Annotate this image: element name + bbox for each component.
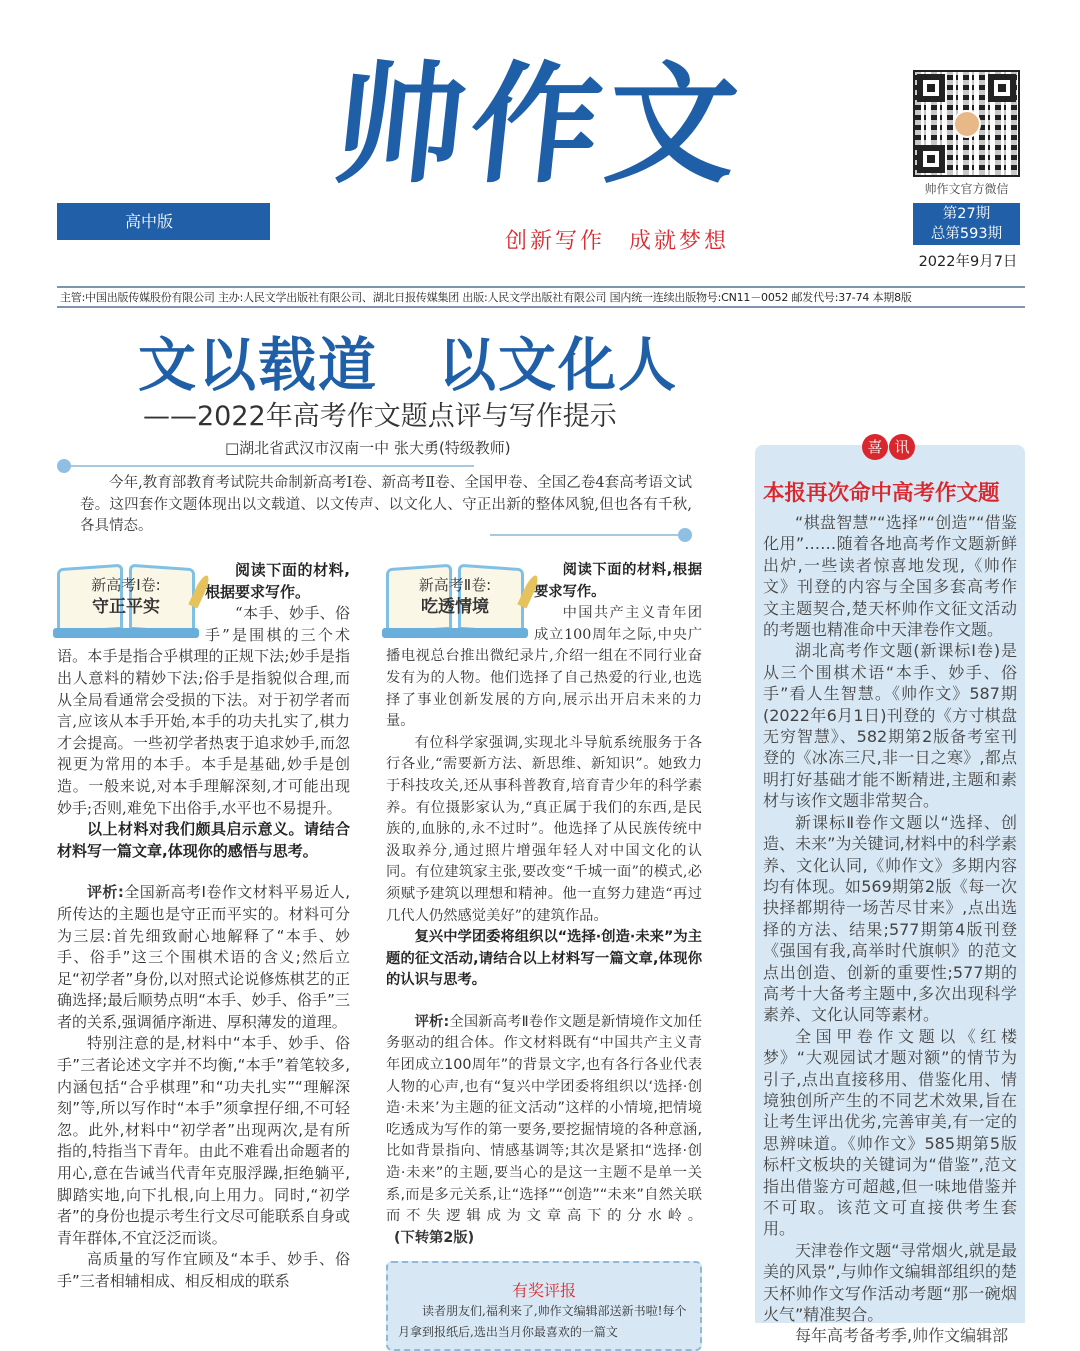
total-issue-number: 总第593期 xyxy=(930,226,1003,242)
badge-char: 讯 xyxy=(889,434,915,460)
article-subtitle: ——2022年高考作文题点评与写作提示 xyxy=(143,401,617,432)
column-section2 xyxy=(386,560,702,1249)
slogan xyxy=(505,224,753,255)
publisher-info: 主管:中国出版传媒股份有限公司 主办:人民文学出版社有限公司、湖北日报传媒集团 出版:人民文学出版社有限公司 国内统一连续出版物号:CN11－0052 邮发代号:37-74 本期8版 xyxy=(60,291,912,304)
section-badge xyxy=(57,566,195,638)
column-section1 xyxy=(57,560,350,1293)
edition-label: 高中版 xyxy=(57,203,270,240)
sidebar-paragraph: 天津卷作文题“寻常烟火,就是最美的风景”,与帅作文编辑部组织的楚天杯帅作文写作活动考题“那一碗烟火气”精准契合。 xyxy=(763,1240,1017,1325)
sidebar-body xyxy=(763,512,1017,1347)
analysis-text: 全国新高考Ⅰ卷作文材料平易近人,所传达的主题也是守正而平实的。材料可分为三层:首先细致耐心地解释了“本手、妙手、俗手”这三个围棋术语的含义;然后立足“初学者”身份,以对照式论说修炼棋艺的正确选择;最后顺势点明“本手、妙手、俗手”三者的关系,强调循序渐进、厚积薄发的道理。 xyxy=(57,883,350,1031)
analysis-label: 评析: xyxy=(414,1013,450,1030)
divider xyxy=(57,286,1025,288)
prize-title: 有奖评报 xyxy=(511,1281,576,1300)
badge-title: 守正平实 xyxy=(92,597,160,617)
sidebar-paragraph: 湖北高考作文题(新课标Ⅰ卷)是从三个围棋术语“本手、妙手、俗手”看人生智慧。《帅作文》587期(2022年6月1日)刊登的《方寸棋盘无穷智慧》、582期第2版备考室刊登的《冰冻三尺,非一日之寒》,都点明打好基础才能不断精进,主题和素材与该作文题非常契合。 xyxy=(763,641,1017,811)
material: 中国共产主义青年团成立100周年之际,中央广播电视总台推出微纪录片,介绍一组在不同行业奋发有为的人物。他们选择了自己热爱的行业,也选择了事业创新发展的方向,展示出开启未来的力量。 xyxy=(386,605,702,730)
slogan-part: 成就梦想 xyxy=(629,229,730,254)
analysis-text: 特别注意的是,材料中“本手、妙手、俗手”三者论述文字并不均衡,“本手”着笔较多,内涵包括“合乎棋理”和“功夫扎实”“理解深刻”等,所以写作时“本手”须拿捏仔细,不可轻忽。此外,材料中“初学者”出现两次,是有所指的,特指当下青年。由此不难看出命题者的用心,意在告诫当代青年克服浮躁,拒绝躺平,脚踏实地,向下扎根,向上用力。同时,“初学者”的身份也提示考生行文尽可能联系自身或青年群体,不宜泛泛而谈。 xyxy=(57,1034,350,1247)
badge-char: 喜 xyxy=(862,434,888,460)
analysis-text: 高质量的写作宜顾及“本手、妙手、俗手”三者相辅相成、相反相成的联系 xyxy=(57,1250,350,1290)
prompt: 阅读下面的材料,根据要求写作。 xyxy=(205,561,350,601)
issue-date: 2022年9月7日 xyxy=(918,254,1018,270)
prize-text: 读者朋友们,福利来了,帅作文编辑部送新书啦!每个月拿到报纸后,选出当月你最喜欢的一篇文 xyxy=(398,1304,687,1339)
qr-caption: 帅作文官方微信 xyxy=(924,182,1009,196)
article-title: 文以载道 以文化人 xyxy=(138,331,679,399)
sidebar-paragraph: 新课标Ⅱ卷作文题以“选择、创造、未来”为关键词,材料中的科学素养、文化认同,《帅作文》多期内容均有体现。如569期第2版《每一次抉择都期待一场苦尽甘来》,点出选择的方法、结果;577期第4版刊登《强国有我,高举时代旗帜》的范文点出创造、创新的重要性;577期的高考十大备考主题中,多次出现科学素养、文化认同等素材。 xyxy=(763,812,1017,1025)
analysis-text: 全国新高考Ⅱ卷作文题是新情境作文加任务驱动的组合体。作文材料既有“中国共产主义青年团成立100周年”的背景文字,也有各行各业代表人物的心声,也有“复兴中学团委将组织以‘选择·创造·未来’为主题的征文活动”这样的小情境,把情境吃透成为写作的第一要务,要挖掘情境的各种意涵,比如背景指向、情感基调等;其次是紧扣“选择·创造·未来”的主题,要当心的是这一主题不是单一关系,而是多元关系,让“选择”“创造”“未来”自然关联而不失逻辑成为文章高下的分水岭。 xyxy=(386,1013,703,1225)
masthead-logo: 帅作文 xyxy=(327,48,752,201)
qr-code-icon[interactable] xyxy=(913,70,1020,177)
material: 有位科学家强调,实现北斗导航系统服务于各行各业,“需要新方法、新思维、新知识”。她致力于科技攻关,还从事科普教育,培育青少年的科学素养。有位摄影家认为,“真正属于我们的东西,是民族的,血脉的,永不过时”。他选择了从民族传统中汲取养分,通过照片增强年轻人对中国文化的认同。有位建筑家主张,要改变“千城一面”的模式,必须赋予建筑以理想和精神。他一直努力建造“再过几代人仍然感觉美好”的建筑作品。 xyxy=(386,734,702,924)
article-intro: 今年,教育部教育考试院共命制新高考Ⅰ卷、新高考Ⅱ卷、全国甲卷、全国乙卷4套高考语文试卷。这四套作文题体现出以文载道、以文传声、以文化人、守正出新的整体风貌,但也各有千秋,各具情态。 xyxy=(80,475,692,534)
badge-title: 吃透情境 xyxy=(421,597,489,617)
badge-label: 新高考Ⅱ卷: xyxy=(418,576,492,594)
divider xyxy=(57,306,1025,308)
byline: □湖北省武汉市汉南一中 张大勇(特级教师) xyxy=(225,439,511,457)
continued-note: (下转第2版) xyxy=(394,1229,475,1246)
news-badge xyxy=(862,434,916,460)
sidebar-title: 本报再次命中高考作文题 xyxy=(763,481,1000,506)
dot-icon xyxy=(57,459,71,473)
decorative-line xyxy=(490,534,685,536)
sidebar-paragraph: 每年高考备考季,帅作文编辑部 xyxy=(795,1326,1009,1346)
sidebar-paragraph: “棋盘智慧”“选择”“创造”“借鉴化用”……随着各地高考作文题新鲜出炉,一些读者惊喜地发现,《帅作文》刊登的内容与全国多套高考作文主题契合,楚天杯帅作文征文活动的考题也精准命中天津卷作文题。 xyxy=(763,513,1017,640)
badge-label: 新高考Ⅰ卷: xyxy=(91,576,161,594)
section-badge xyxy=(386,566,524,638)
material: “本手、妙手、俗手”是围棋的三个术语。本手是指合乎棋理的正规下法;妙手是指出人意料的精妙下法;俗手是指貌似合理,而从全局看通常会受损的下法。对于初学者而言,应该从本手开始,本手的功夫扎实了,棋力才会提高。一些初学者热衷于追求妙手,而忽视更为常用的本手。本手是基础,妙手是创造。一般来说,对本手理解深刻,才可能出现妙手;否则,难免下出俗手,水平也不易提升。 xyxy=(57,604,350,817)
prompt: 阅读下面的材料,根据要求写作。 xyxy=(534,562,702,600)
sidebar-paragraph: 全国甲卷作文题以《红楼梦》“大观园试才题对额”的情节为引子,点出直接移用、借鉴化用、情境独创所产生的不同艺术效果,旨在让考生评出优劣,完善审美,有一定的思辨味道。《帅作文》585期第5版标杆文板块的关键词为“借鉴”,范文指出借鉴方可超越,但一味地借鉴并不可取。该范文可直接供考生套用。 xyxy=(763,1026,1017,1239)
analysis-label: 评析: xyxy=(87,883,124,902)
decorative-line xyxy=(64,465,474,467)
avatar xyxy=(953,110,981,138)
prize-box xyxy=(386,1261,702,1351)
slogan-part: 创新写作 xyxy=(505,229,606,254)
issue-box xyxy=(913,203,1020,245)
dot-icon xyxy=(678,528,692,542)
task: 复兴中学团委将组织以“选择·创造·未来”为主题的征文活动,请结合以上材料写一篇文章,体现你的认识与思考。 xyxy=(386,929,702,989)
issue-number: 第27期 xyxy=(942,206,991,222)
task: 以上材料对我们颇具启示意义。请结合材料写一篇文章,体现你的感悟与思考。 xyxy=(57,820,350,860)
